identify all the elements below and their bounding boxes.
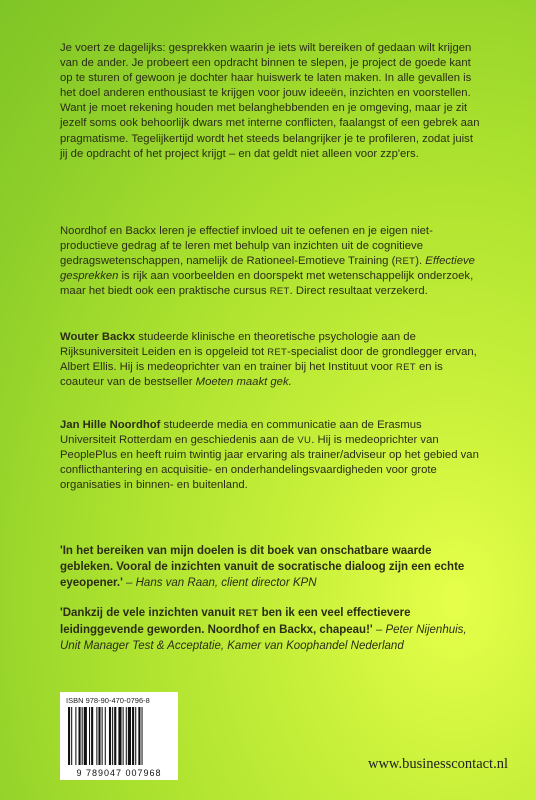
barcode-bar xyxy=(118,707,121,765)
barcode-bar xyxy=(96,707,97,765)
isbn-label: ISBN 978-90-470-0796-8 xyxy=(66,696,150,705)
barcode-bar xyxy=(123,707,124,765)
barcode-bar xyxy=(114,707,116,765)
barcode-bar xyxy=(98,707,100,765)
method-paragraph: Noordhof en Backx leren je effectief invloed uit te oefenen en je eigen niet-productieve gedrag af te leren met behulp van inzichten uit de cognitieve gedragswetenschappen, namelijk de Rationeel-Emotieve Training (RET). Effectieve gesprekken is rijk aan voorbeelden en doorspekt met wetenschappelijk onderzoek, maar het biedt ook een praktische cursus RET. Direct resultaat verzekerd. xyxy=(60,225,475,298)
barcode-bar xyxy=(132,707,134,765)
author-name: Wouter Backx xyxy=(60,331,136,343)
barcode-bar xyxy=(75,707,76,765)
ret-abbr: RET xyxy=(269,286,290,298)
vu-abbr: VU xyxy=(297,435,312,447)
barcode-bar xyxy=(79,707,81,765)
barcode-bar xyxy=(102,707,103,765)
ret-abbr: RET xyxy=(238,608,259,619)
barcode-bar xyxy=(135,707,136,765)
ret-abbr: RET xyxy=(395,362,416,374)
author-name: Jan Hille Noordhof xyxy=(60,419,161,431)
barcode-bar xyxy=(112,707,113,765)
barcode-digits: 9 789047 007968 xyxy=(76,768,162,778)
barcode xyxy=(60,692,178,780)
review-quote: 'Dankzij de vele inzichten vanuit RET ben ik een veel effectievere leidinggevende geworden. Noordhof en Backx, chapeau!' – Peter Nijenhuis, Unit Manager Test & Acceptatie, Kamer van Koophandel Nederland xyxy=(60,607,467,652)
barcode-bar xyxy=(105,707,106,765)
bestseller-title: Moeten maakt gek. xyxy=(195,376,292,389)
publisher-url: www.businesscontact.nl xyxy=(367,756,508,772)
author-bio-backx: Wouter Backx studeerde klinische en theoretische psychologie aan de Rijksuniversiteit Leiden en is opgeleid tot RET-specialist door de grondlegger ervan, Albert Ellis. Hij is medeoprichter van en trainer bij het Instituut voor RET en is coauteur van de bestseller Moeten maakt gek. xyxy=(60,331,477,389)
barcode-bar xyxy=(109,707,111,765)
barcode-bar xyxy=(91,707,93,765)
barcode-bar xyxy=(128,707,131,765)
quote-attribution: – Peter Nijenhuis, Unit Manager Test & Acceptatie, Kamer van Koophandel Nederland xyxy=(60,624,467,652)
author-bio-noordhof: Jan Hille Noordhof studeerde media en communicatie aan de Erasmus Universiteit Rotterdam en geschiedenis aan de VU. Hij is medeoprichter van PeoplePlus en heeft ruim twintig jaar ervaring als trainer/adviseur op het gebied van conflicthantering en acquisitie- en onderhandelingsvaardigheden voor grote organisaties in binnen- en buitenland. xyxy=(60,419,479,492)
barcode-bar xyxy=(138,707,140,765)
intro-paragraph: Je voert ze dagelijks: gesprekken waarin je iets wilt bereiken of gedaan wilt krijgen van de ander. Je probeert een opdracht binnen te slepen, je project de goede kant op te sturen of gewoon je dochter haar huiswerk te laten maken. In alle gevallen is het doel anderen enthousiast te krijgen voor jouw ideeën, inzichten en voorstellen. Want je moet rekening houden met belanghebbenden en je omgeving, maar je zit jezelf soms ook behoorlijk dwars met interne conflicten, faalangst of een gebrek aan pragmatisme. Tegelijkertijd wordt het steeds belangrijker je te profileren, zodat juist jij de opdracht of het project krijgt – en dat geldt niet alleen voor zzp'ers. xyxy=(60,42,480,160)
barcode-bar xyxy=(142,707,143,765)
review-quote: 'In het bereiken van mijn doelen is dit boek van onschatbare waarde gebleken. Vooral de inzichten vanuit de socratische dialoog zijn een echte eyeopener.' – Hans van Raan, client director KPN xyxy=(60,545,465,589)
barcode-bar xyxy=(82,707,83,765)
barcode-bar xyxy=(89,707,90,765)
barcode-bar xyxy=(68,707,70,765)
barcode-bar xyxy=(71,707,72,765)
barcode-bar xyxy=(126,707,127,765)
ret-abbr: RET xyxy=(395,256,416,268)
ret-abbr: RET xyxy=(267,347,288,359)
barcode-bar xyxy=(84,707,87,765)
book-title: Effectieve gesprekken xyxy=(60,255,475,283)
barcode-bars xyxy=(66,707,172,765)
quote-attribution: – Hans van Raan, client director KPN xyxy=(122,577,317,589)
